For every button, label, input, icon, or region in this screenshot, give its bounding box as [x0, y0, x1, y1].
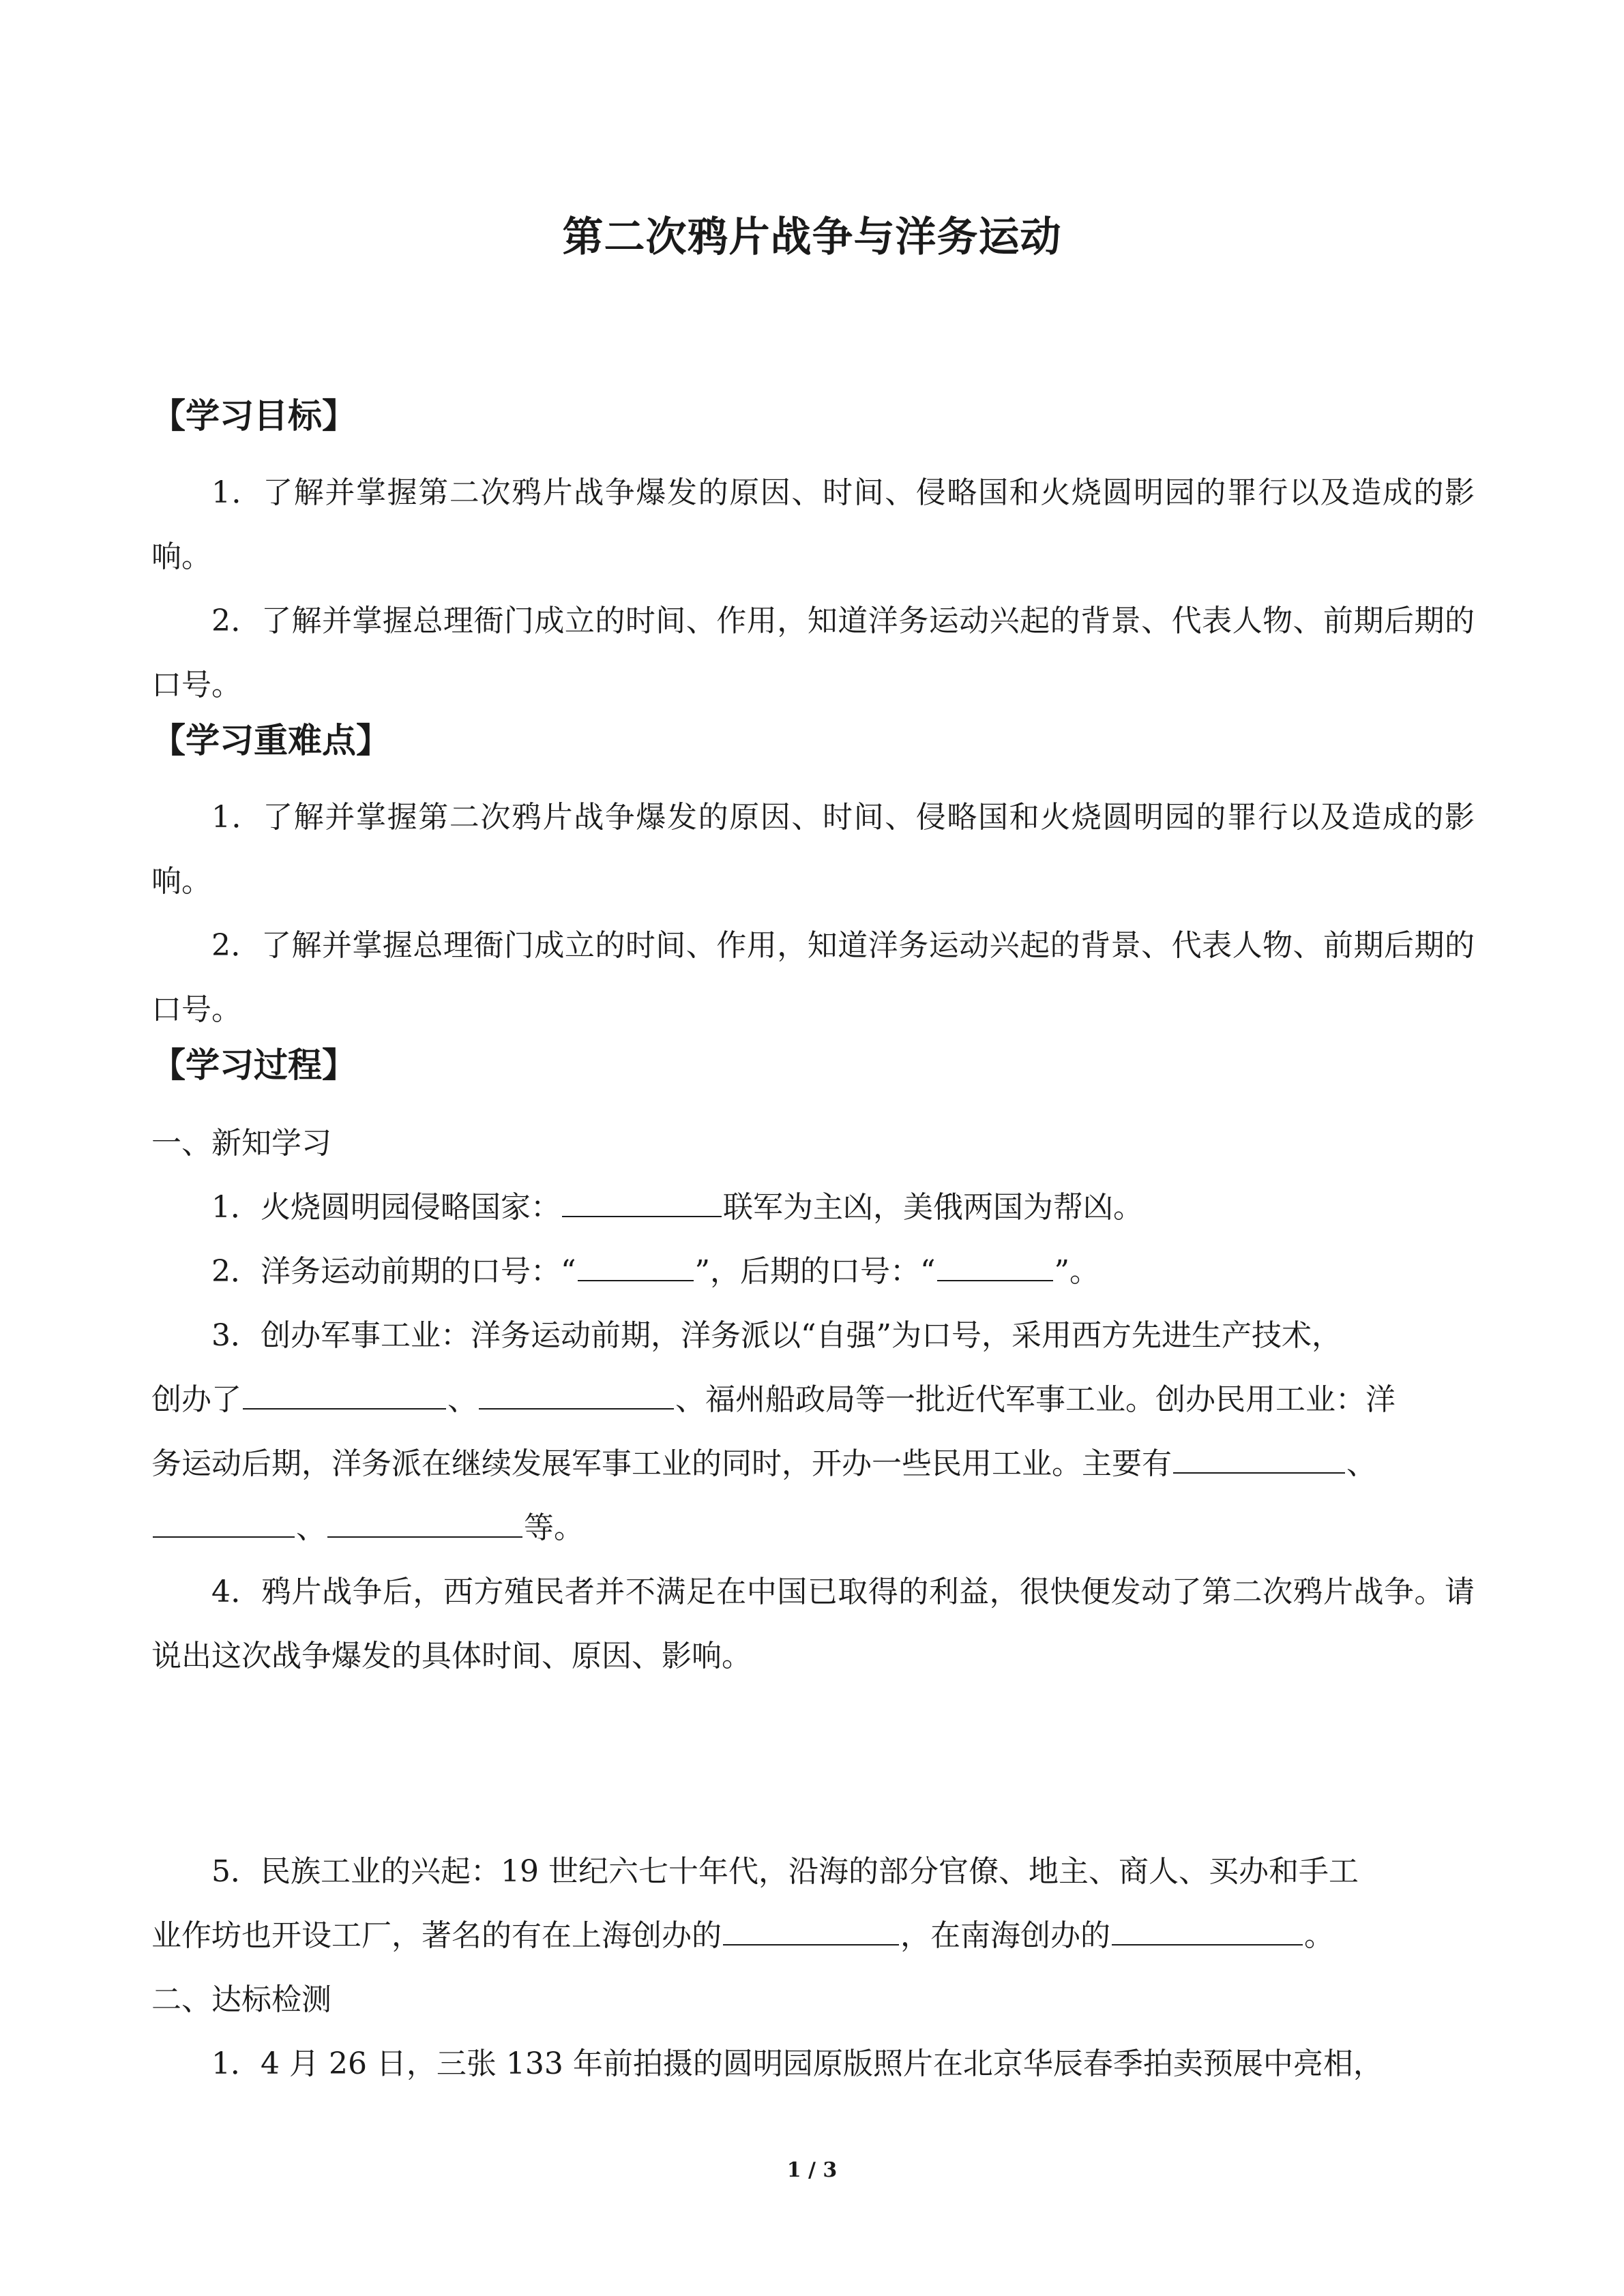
page-title: 第二次鸦片战争与洋务运动 — [562, 213, 1062, 261]
q3-civil-industry-blank-3[interactable] — [327, 1505, 522, 1538]
q3-line4-sep: 、 — [296, 1510, 326, 1545]
question-3-line-4 — [151, 1496, 1475, 1560]
q5-line2-mid: ，在南海创办的 — [900, 1918, 1110, 1953]
q5-shanghai-factory-blank[interactable] — [723, 1913, 899, 1945]
question-3-line-2 — [151, 1368, 1475, 1432]
question-1 — [211, 1176, 1535, 1240]
q1-text-before: 1．火烧圆明园侵略国家： — [211, 1190, 561, 1225]
part1-label: 一、新知学习 — [151, 1126, 331, 1161]
process-heading: 【学习过程】 — [151, 1045, 356, 1085]
part2-label: 二、达标检测 — [151, 1982, 331, 2017]
q1-answer-blank[interactable] — [562, 1184, 722, 1217]
q3-line2-sep: 、 — [447, 1382, 477, 1417]
q1-text-after: 联军为主凶，美俄两国为帮凶。 — [723, 1190, 1143, 1225]
question-4: 4．鸦片战争后，西方殖民者并不满足在中国已取得的利益，很快便发动了第二次鸦片战争。请说出这次战争爆发的具体时间、原因、影响。 — [151, 1575, 1475, 1673]
key-point-item-1: 1．了解并掌握第二次鸦片战争爆发的原因、时间、侵略国和火烧圆明园的罪行以及造成的影响。 — [151, 800, 1475, 899]
q2-text-before: 2．洋务运动前期的口号：“ — [211, 1254, 576, 1289]
q5-line2-before: 业作坊也开设工厂，著名的有在上海创办的 — [151, 1918, 722, 1953]
objectives-heading: 【学习目标】 — [151, 396, 356, 436]
q3-civil-industry-blank-1[interactable] — [1173, 1441, 1345, 1474]
q2-late-slogan-blank[interactable] — [937, 1249, 1053, 1281]
q3-line3-before: 务运动后期，洋务派在继续发展军事工业的同时，开办一些民用工业。主要有 — [151, 1446, 1172, 1481]
q3-line4-after: 等。 — [524, 1510, 584, 1545]
key-points-heading: 【学习重难点】 — [151, 720, 390, 760]
q2-text-after: ”。 — [1054, 1254, 1099, 1289]
objective-item-2: 2．了解并掌握总理衙门成立的时间、作用，知道洋务运动兴起的背景、代表人物、前期后期的口号。 — [151, 603, 1475, 702]
question-3-line-1: 3．创办军事工业：洋务运动前期，洋务派以“自强”为口号，采用西方先进生产技术， — [211, 1318, 1342, 1353]
q3-line3-after: 、 — [1346, 1446, 1376, 1481]
question-5-line-2 — [151, 1904, 1475, 1968]
key-point-item-2: 2．了解并掌握总理衙门成立的时间、作用，知道洋务运动兴起的背景、代表人物、前期后期的口号。 — [151, 928, 1475, 1027]
objective-item-1: 1．了解并掌握第二次鸦片战争爆发的原因、时间、侵略国和火烧圆明园的罪行以及造成的影响。 — [151, 475, 1475, 574]
question-3-line-3 — [151, 1432, 1475, 1496]
question-5-line-1: 5．民族工业的兴起：19 世纪六七十年代，沿海的部分官僚、地主、商人、买办和手工 — [211, 1854, 1359, 1889]
q3-line2-before: 创办了 — [151, 1382, 241, 1417]
question-2 — [211, 1240, 1535, 1304]
q2-text-middle: ”，后期的口号：“ — [694, 1254, 936, 1289]
test-question-1: 1．4 月 26 日，三张 133 年前拍摄的圆明园原版照片在北京华辰春季拍卖预展中亮相， — [211, 2046, 1383, 2081]
q3-military-industry-blank-1[interactable] — [243, 1377, 446, 1410]
q3-civil-industry-blank-2[interactable] — [153, 1505, 295, 1538]
q5-line2-after: 。 — [1304, 1918, 1334, 1953]
page-number: 1 / 3 — [786, 2158, 838, 2182]
q5-nanhai-factory-blank[interactable] — [1112, 1913, 1303, 1945]
q2-early-slogan-blank[interactable] — [578, 1249, 694, 1281]
q3-military-industry-blank-2[interactable] — [479, 1377, 674, 1410]
q3-line2-after: 、福州船政局等一批近代军事工业。创办民用工业：洋 — [675, 1382, 1396, 1417]
